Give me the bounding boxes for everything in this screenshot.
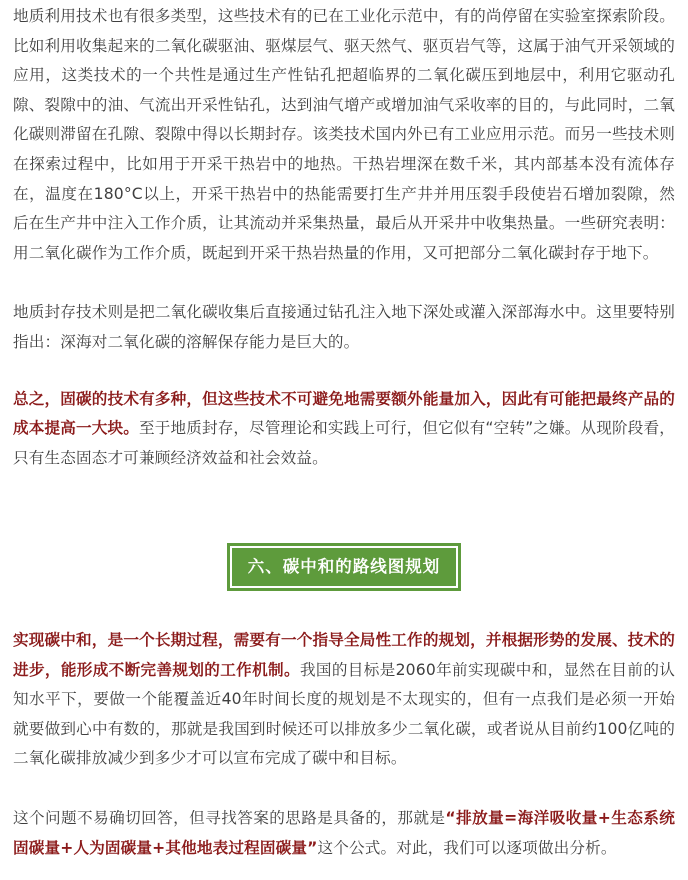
- summary-emphasis: 总之，固碳的技术有多种，但这些技术不可避免地需要额外能量加入，因此有可能把最终产品的成本提高一大块。: [13, 389, 675, 438]
- article-upper: [13, 2, 675, 473]
- paragraph-geological-storage: 地质封存技术则是把二氧化碳收集后直接通过钻孔注入地下深处或灌入深部海水中。这里要特别指出：深海对二氧化碳的溶解保存能力是巨大的。: [13, 303, 675, 351]
- roadmap-text: 我国的目标是2060年前实现碳中和，显然在目前的认知水平下，要做一个能覆盖近40年时间长度的规划是不太现实的，但有一点我们是必须一开始就要做到心中有数的，那就是我国到时候还可以排放多少二氧化碳，或者说从目前约100亿吨的二氧化碳排放减少到多少才可以宣布完成了碳中和目标。: [13, 660, 676, 768]
- formula-emphasis: “排放量=海洋吸收量+生态系统固碳量+人为固碳量+其他地表过程固碳量”: [13, 808, 675, 857]
- section-heading-container: [0, 544, 688, 590]
- formula-intro: 这个问题不易确切回答，但寻找答案的思路是具备的，那就是: [13, 808, 446, 827]
- article-lower: [13, 626, 675, 863]
- formula-outro: 这个公式。对此，我们可以逐项做出分析。: [317, 838, 617, 857]
- paragraph-geological-utilization: 地质利用技术也有很多类型，这些技术有的已在工业化示范中，有的尚停留在实验室探索阶段。比如利用收集起来的二氧化碳驱油、驱煤层气、驱天然气、驱页岩气等，这属于油气开采领域的应用，这类技术的一个共性是通过生产性钻孔把超临界的二氧化碳压到地层中，利用它驱动孔隙、裂隙中的油、气流出开采性钻孔，达到油气增产或增加油气采收率的目的，与此同时，二氧化碳则滞留在孔隙、裂隙中得以长期封存。该类技术国内外已有工业应用示范。而另一些技术则在探索过程中，比如用于开采干热岩中的地热。干热岩埋深在数千米，其内部基本没有流体存在，温度在180°C以上，开采干热岩中的热能需要打生产井并用压裂手段使岩石增加裂隙，然后在生产井中注入工作介质，让其流动并采集热量，最后从开采井中收集热量。一些研究表明：用二氧化碳作为工作介质，既起到开采干热岩热量的作用，又可把部分二氧化碳封存于地下。: [13, 7, 675, 262]
- paragraph-formula: [13, 804, 675, 863]
- paragraph-roadmap: [13, 626, 675, 774]
- paragraph-summary: [13, 385, 675, 474]
- summary-text: 至于地质封存，尽管理论和实践上可行，但它似有“空转”之嫌。从现阶段看，只有生态固态才可兼顾经济效益和社会效益。: [13, 419, 675, 467]
- roadmap-emphasis: 实现碳中和，是一个长期过程，需要有一个指导全局性工作的规划，并根据形势的发展、技术的进步，能形成不断完善规划的工作机制。: [13, 631, 675, 679]
- section-heading: 六、碳中和的路线图规划: [230, 546, 459, 588]
